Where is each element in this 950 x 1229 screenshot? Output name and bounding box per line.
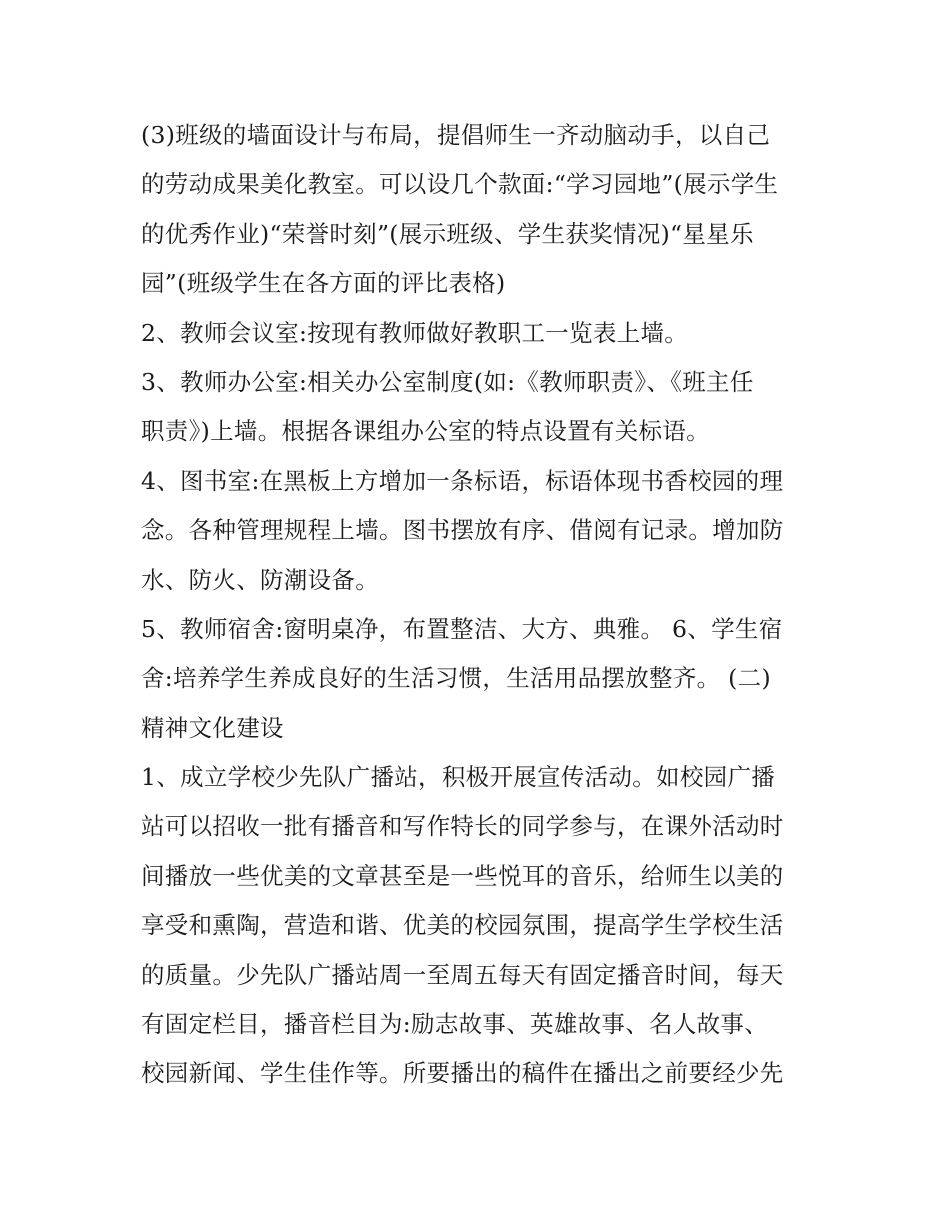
text-line: 间播放一些优美的文章甚至是一些悦耳的音乐，给师生以美的 — [141, 861, 784, 890]
text-line: 园”(班级学生在各方面的评比表格) — [141, 269, 506, 298]
text-line: 3、教师办公室:相关办公室制度(如:《教师职责》、《班主任 — [141, 367, 754, 396]
text-line: 4、图书室:在黑板上方增加一条标语，标语体现书香校园的理 — [141, 466, 784, 495]
text-line: (3)班级的墙面设计与布局，提倡师生一齐动脑动手，以自己 — [141, 121, 771, 149]
document-body — [141, 111, 821, 1099]
text-line: 享受和熏陶，营造和谐、优美的校园氛围，提高学生学校生活 — [141, 911, 784, 940]
text-line: 5、教师宿舍:窗明桌净，布置整洁、大方、典雅。 6、学生宿 — [141, 614, 783, 643]
text-line: 的劳动成果美化教室。可以设几个款面:“学习园地”(展示学生 — [141, 170, 779, 199]
section-heading: 精神文化建设 — [141, 713, 284, 742]
text-line: 有固定栏目，播音栏目为:励志故事、英雄故事、名人故事、 — [141, 1010, 769, 1039]
text-line: 的质量。少先队广播站周一至周五每天有固定播音时间，每天 — [141, 960, 784, 989]
text-line: 校园新闻、学生佳作等。所要播出的稿件在播出之前要经少先 — [141, 1059, 784, 1088]
text-line: 的优秀作业)“荣誉时刻”(展示班级、学生获奖情况)“星星乐 — [141, 219, 754, 248]
text-line: 2、教师会议室:按现有教师做好教职工一览表上墙。 — [141, 318, 689, 347]
text-line: 职责》)上墙。根据各课组办公室的特点设置有关标语。 — [141, 417, 710, 446]
text-line: 水、防火、防潮设备。 — [141, 565, 379, 594]
text-line: 1、成立学校少先队广播站，积极开展宣传活动。如校园广播 — [141, 763, 776, 792]
text-line: 舍:培养学生养成良好的生活习惯，生活用品摆放整齐。 (二) — [141, 664, 771, 693]
text-line: 念。各种管理规程上墙。图书摆放有序、借阅有记录。增加防 — [141, 516, 784, 545]
text-line: 站可以招收一批有播音和写作特长的同学参与，在课外活动时 — [141, 812, 784, 841]
